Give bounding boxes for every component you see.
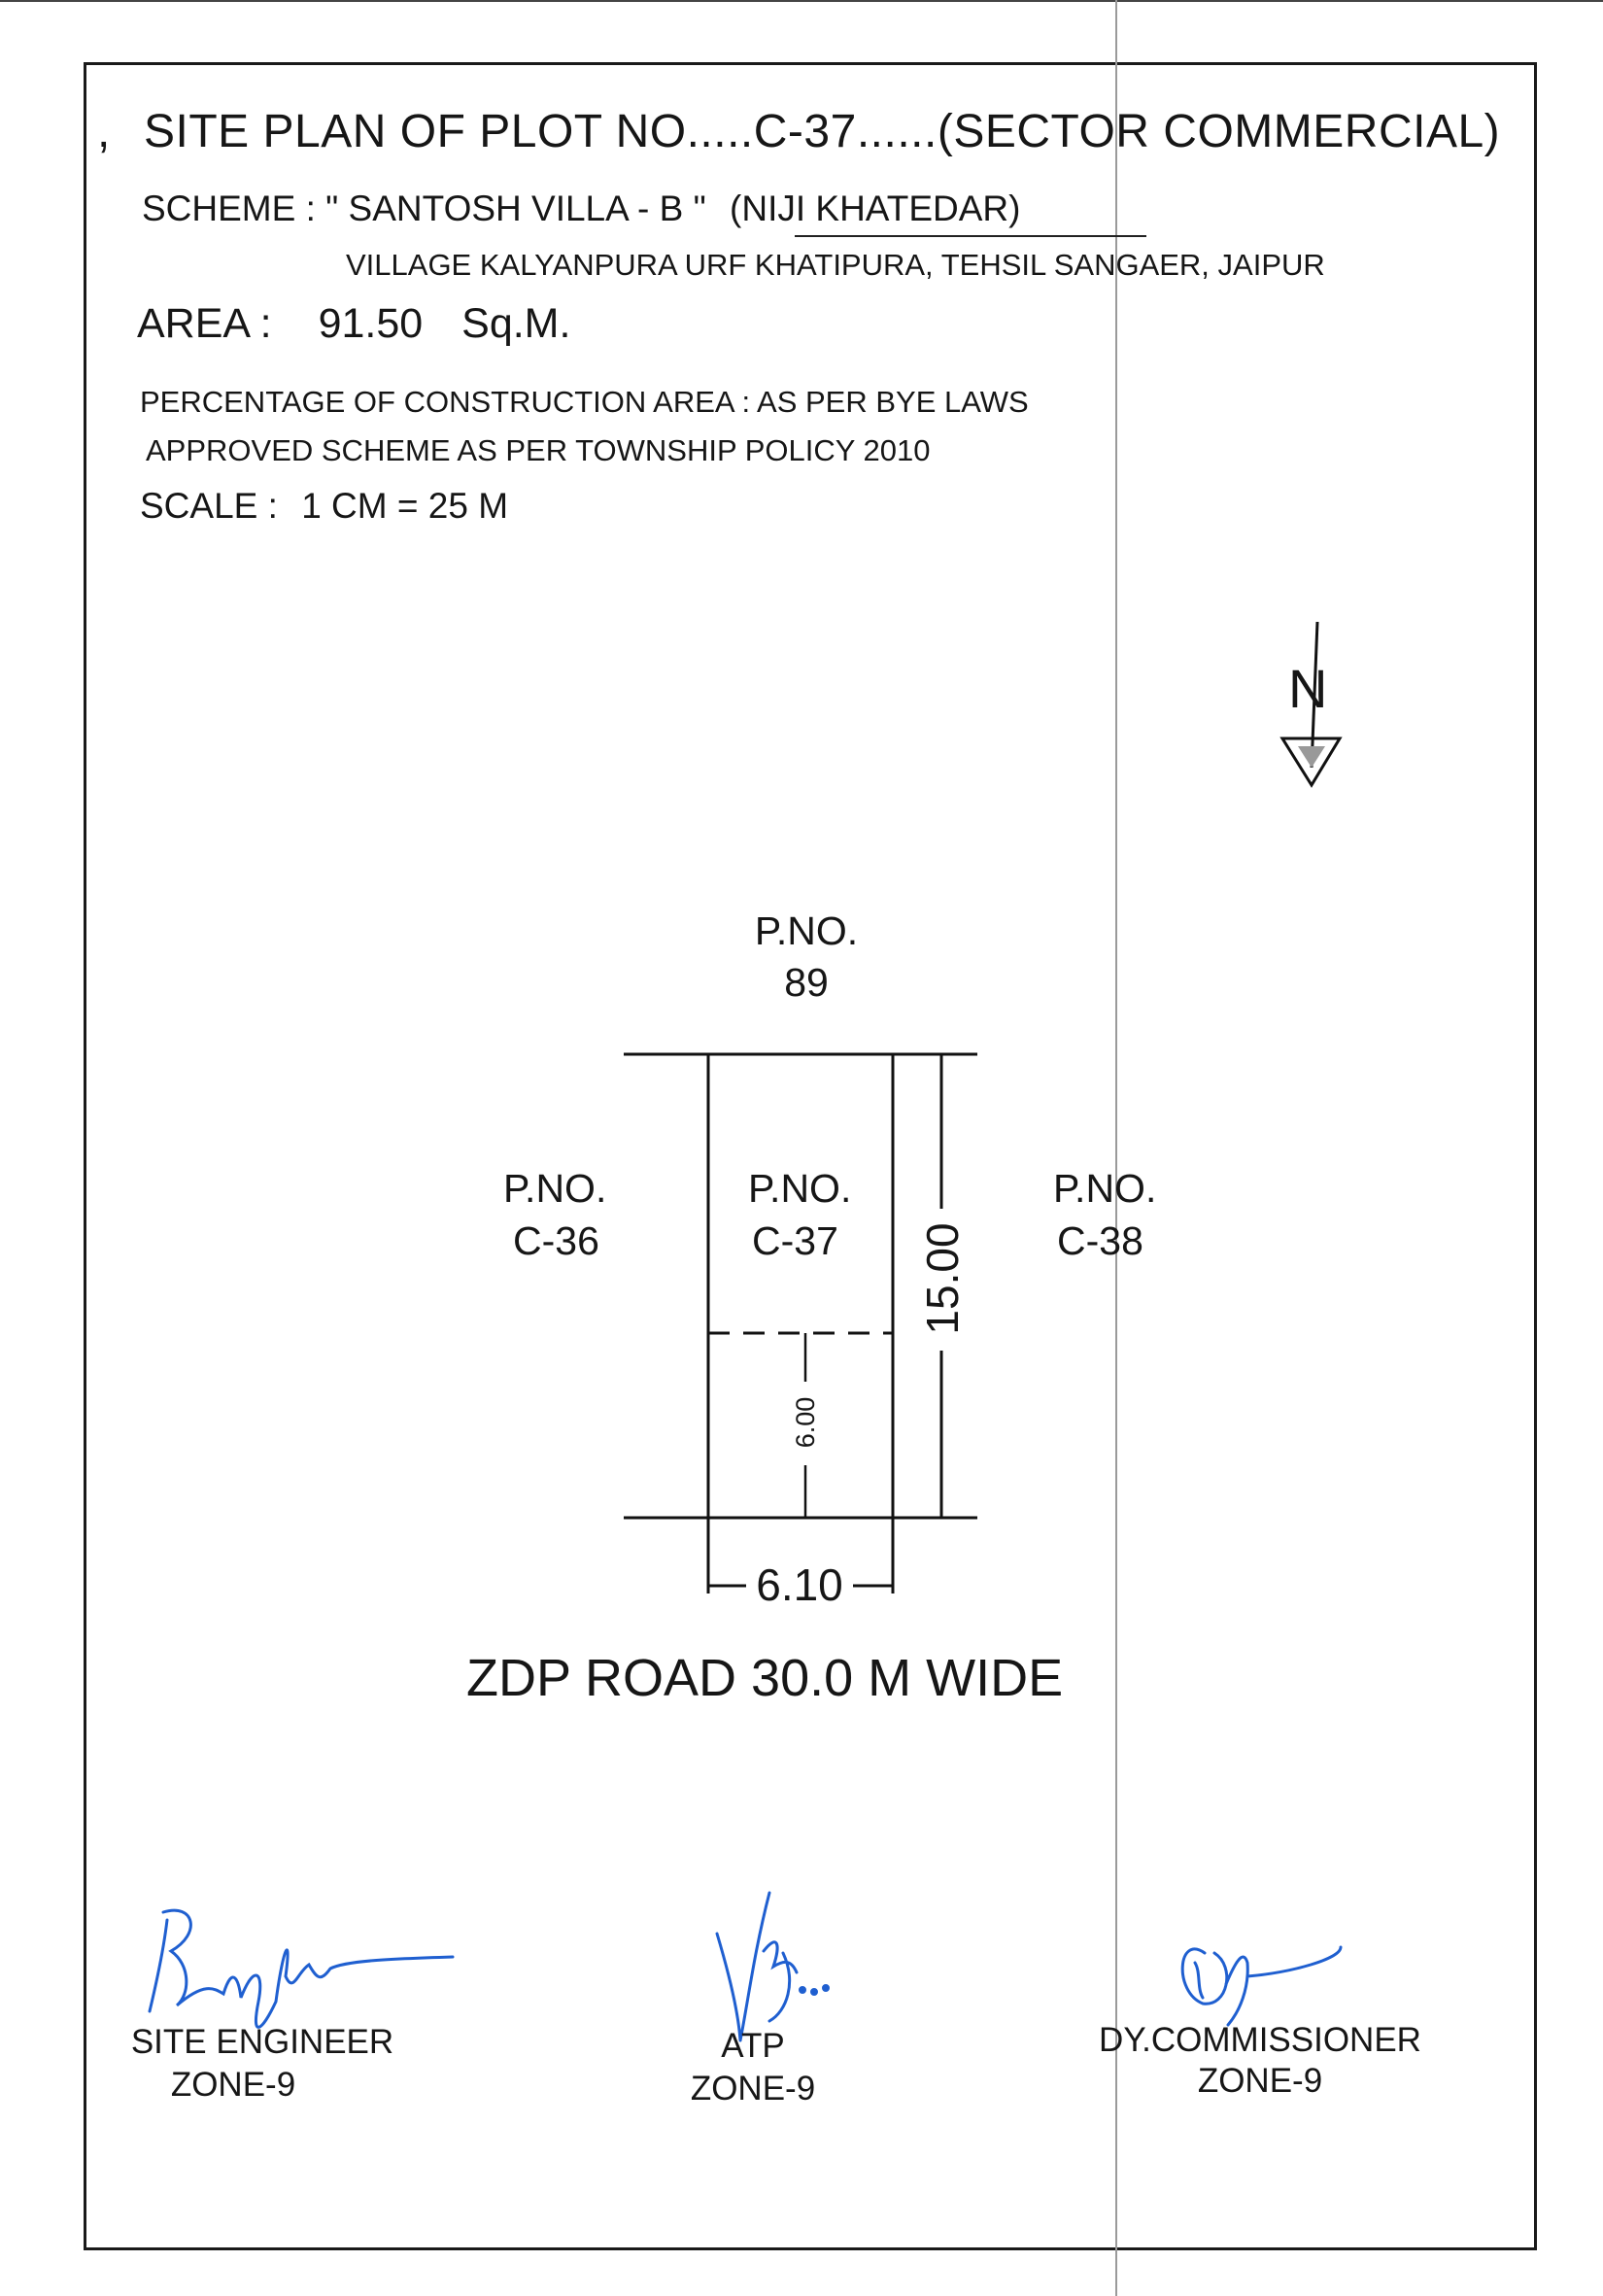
north-letter: N: [1288, 658, 1328, 719]
title-dots: .....: [686, 106, 754, 157]
scheme-label: SCHEME :: [142, 188, 316, 228]
subject-plot-number: C-37: [752, 1218, 838, 1263]
scale-value: 1 CM = 25 M: [301, 486, 509, 526]
scheme-name: " SANTOSH VILLA - B ": [325, 188, 706, 228]
setback-dimension: 6.00: [791, 1396, 820, 1449]
east-plot-number: C-38: [1057, 1218, 1143, 1263]
title-dots: ......: [856, 106, 938, 157]
dy-commissioner-signature: [1182, 1947, 1341, 2025]
frontage-dimension: 6.10: [756, 1559, 843, 1610]
area-value: 91.50: [318, 300, 424, 347]
subject-plot-label: P.NO.: [748, 1166, 852, 1211]
atp-title: ATP: [721, 2027, 785, 2065]
atp-zone: ZONE-9: [690, 2070, 816, 2108]
east-plot-label: P.NO.: [1053, 1166, 1157, 1211]
area-unit: Sq.M.: [461, 300, 571, 347]
title-plot-no: C-37: [753, 106, 857, 157]
site-engineer-title: SITE ENGINEER: [130, 2023, 394, 2061]
road-label: ZDP ROAD 30.0 M WIDE: [466, 1649, 1064, 1707]
dy-commissioner-title: DY.COMMISSIONER: [1099, 2021, 1421, 2059]
scan-speck: ,: [97, 106, 111, 157]
area-label: AREA :: [137, 300, 272, 347]
construction-note: PERCENTAGE OF CONSTRUCTION AREA : AS PER BYE LAWS: [140, 385, 1029, 419]
atp-signature: [717, 1893, 829, 2040]
title-suffix: (SECTOR COMMERCIAL): [937, 106, 1501, 157]
title-prefix: SITE PLAN OF PLOT NO: [144, 106, 687, 157]
approval-note: APPROVED SCHEME AS PER TOWNSHIP POLICY 2010: [146, 433, 931, 467]
site-engineer-signature: [150, 1910, 453, 2027]
site-engineer-zone: ZONE-9: [170, 2066, 296, 2104]
dy-commissioner-zone: ZONE-9: [1197, 2062, 1323, 2100]
north-plot-number: 89: [784, 960, 829, 1005]
village-line: VILLAGE KALYANPURA URF KHATIPURA, TEHSIL SANGAER, JAIPUR: [346, 248, 1325, 282]
scale-label: SCALE :: [140, 486, 278, 526]
north-plot-label: P.NO.: [754, 908, 859, 953]
depth-dimension: 15.00: [917, 1222, 968, 1335]
west-plot-label: P.NO.: [503, 1166, 607, 1211]
scheme-type: (NIJI KHATEDAR): [730, 188, 1021, 228]
west-plot-number: C-36: [513, 1218, 599, 1263]
